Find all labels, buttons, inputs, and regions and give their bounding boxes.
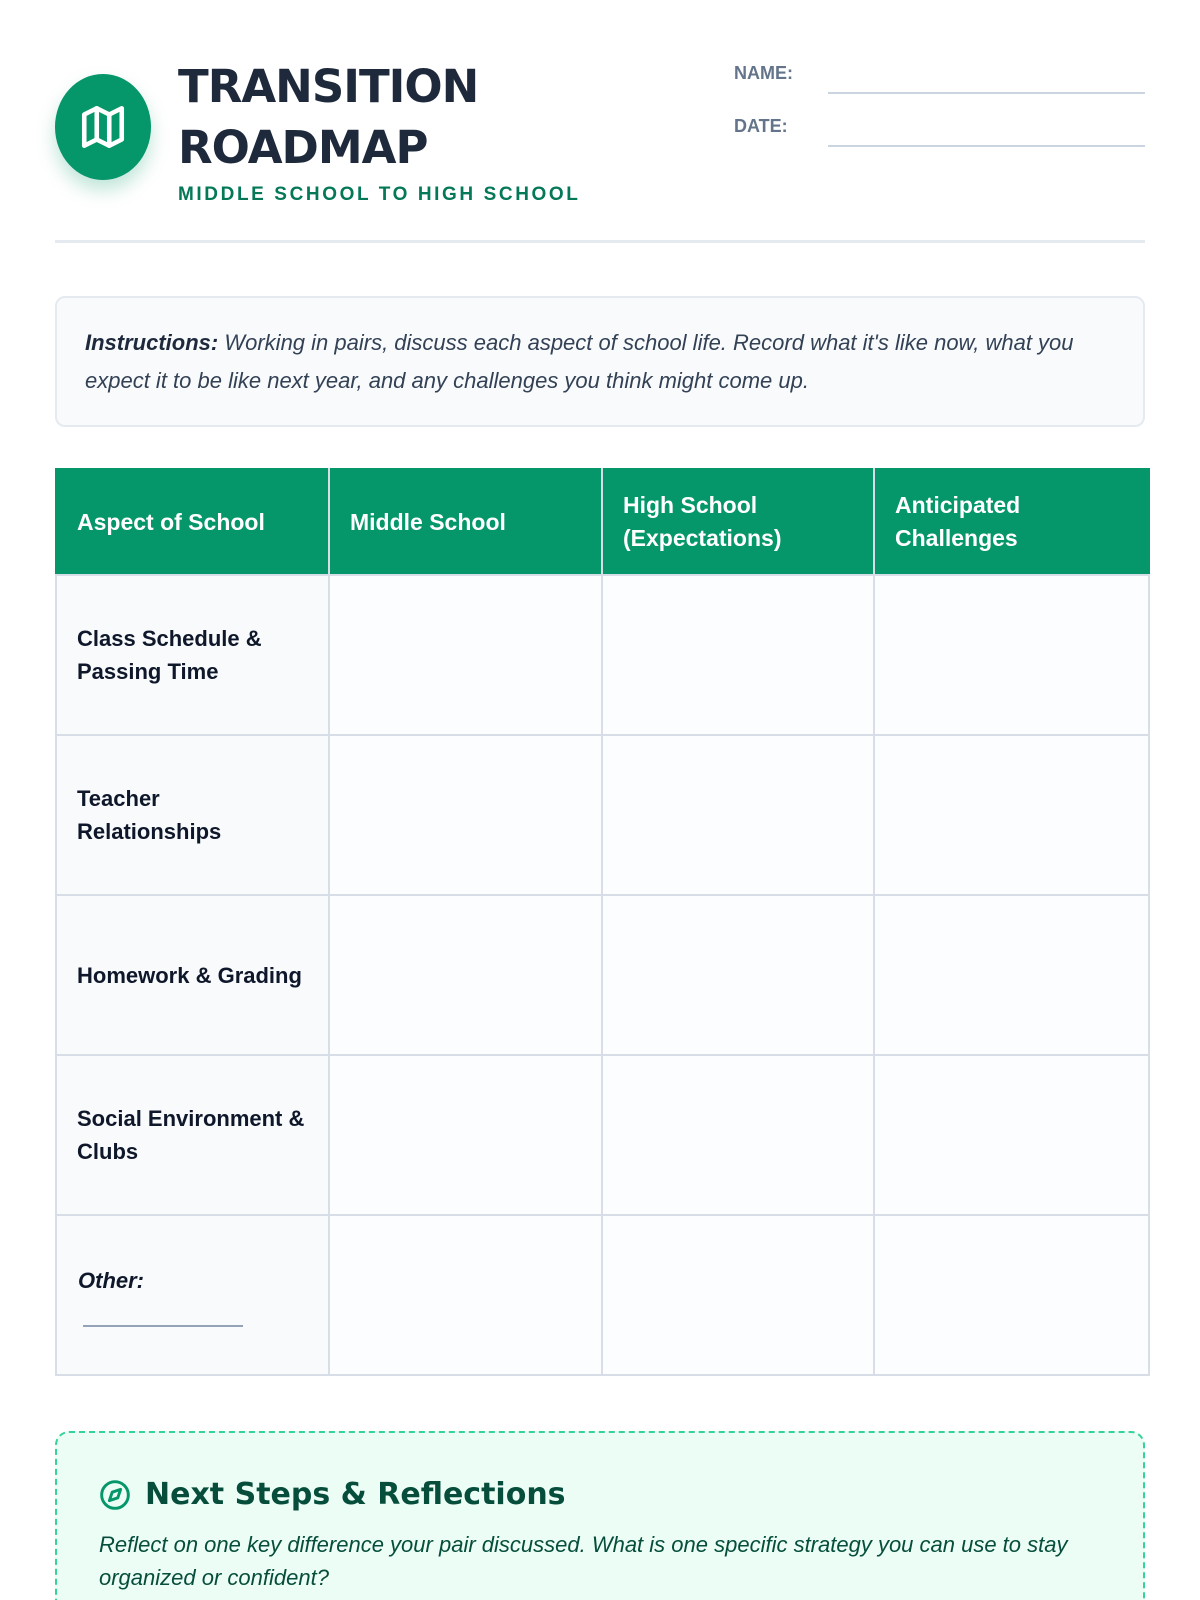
row-label-social-environment: Social Environment & Clubs: [56, 1055, 329, 1215]
column-header-middle-school: Middle School: [329, 469, 602, 575]
table-row: [56, 735, 1149, 895]
table-row: [56, 1055, 1149, 1215]
logo-badge: [55, 74, 151, 180]
row-label-teacher-relationships: Teacher Relationships: [56, 735, 329, 895]
next-steps-title: Next Steps & Reflections: [145, 1477, 566, 1512]
title-block: [178, 56, 598, 206]
cell-challenges[interactable]: [874, 895, 1149, 1055]
name-label: NAME:: [734, 63, 793, 83]
cell-high-school[interactable]: [602, 1055, 874, 1215]
page-title: [178, 56, 598, 178]
cell-middle-school[interactable]: [329, 575, 602, 735]
cell-high-school[interactable]: [602, 735, 874, 895]
reflection-prompt: Reflect on one key difference your pair discussed. What is one specific strategy you can use to stay organized or confident?: [99, 1532, 1068, 1590]
table-row: [56, 1215, 1149, 1375]
column-header-challenges: Anticipated Challenges: [874, 469, 1149, 575]
next-steps-heading: [99, 1477, 1101, 1512]
table-header-row: [56, 469, 1149, 575]
cell-high-school[interactable]: [602, 895, 874, 1055]
worksheet-header: [55, 0, 1145, 243]
column-header-high-school: High School (Expectations): [602, 469, 874, 575]
roadmap-table: [55, 468, 1150, 1376]
compass-icon: [99, 1479, 131, 1511]
instructions-box: [55, 296, 1145, 427]
row-label-other: [56, 1215, 329, 1375]
cell-high-school[interactable]: [602, 575, 874, 735]
title-line-1: TRANSITION: [178, 60, 479, 113]
map-icon: [78, 102, 128, 152]
date-field[interactable]: [828, 111, 1145, 147]
table-row: [56, 575, 1149, 735]
cell-middle-school[interactable]: [329, 1215, 602, 1375]
other-input-line[interactable]: [83, 1325, 243, 1327]
instructions-text: Working in pairs, discuss each aspect of school life. Record what it's like now, what you expect it to be like next year, and any challenges you think might come up.: [85, 330, 1074, 393]
date-row: [734, 111, 1145, 147]
cell-challenges[interactable]: [874, 575, 1149, 735]
row-label-class-schedule: Class Schedule & Passing Time: [56, 575, 329, 735]
title-line-2: ROADMAP: [178, 121, 428, 174]
cell-middle-school[interactable]: [329, 895, 602, 1055]
student-info: [734, 58, 1145, 164]
row-label-homework-grading: Homework & Grading: [56, 895, 329, 1055]
name-row: [734, 58, 1145, 94]
other-label: Other:: [78, 1267, 144, 1293]
cell-challenges[interactable]: [874, 1055, 1149, 1215]
page-subtitle: MIDDLE SCHOOL TO HIGH SCHOOL: [178, 184, 581, 205]
table-row: [56, 895, 1149, 1055]
cell-high-school[interactable]: [602, 1215, 874, 1375]
date-label: DATE:: [734, 116, 788, 136]
next-steps-box: [55, 1431, 1145, 1600]
cell-challenges[interactable]: [874, 735, 1149, 895]
cell-challenges[interactable]: [874, 1215, 1149, 1375]
cell-middle-school[interactable]: [329, 735, 602, 895]
column-header-aspect: Aspect of School: [56, 469, 329, 575]
cell-middle-school[interactable]: [329, 1055, 602, 1215]
name-field[interactable]: [828, 58, 1145, 94]
instructions-label: Instructions:: [85, 330, 219, 355]
